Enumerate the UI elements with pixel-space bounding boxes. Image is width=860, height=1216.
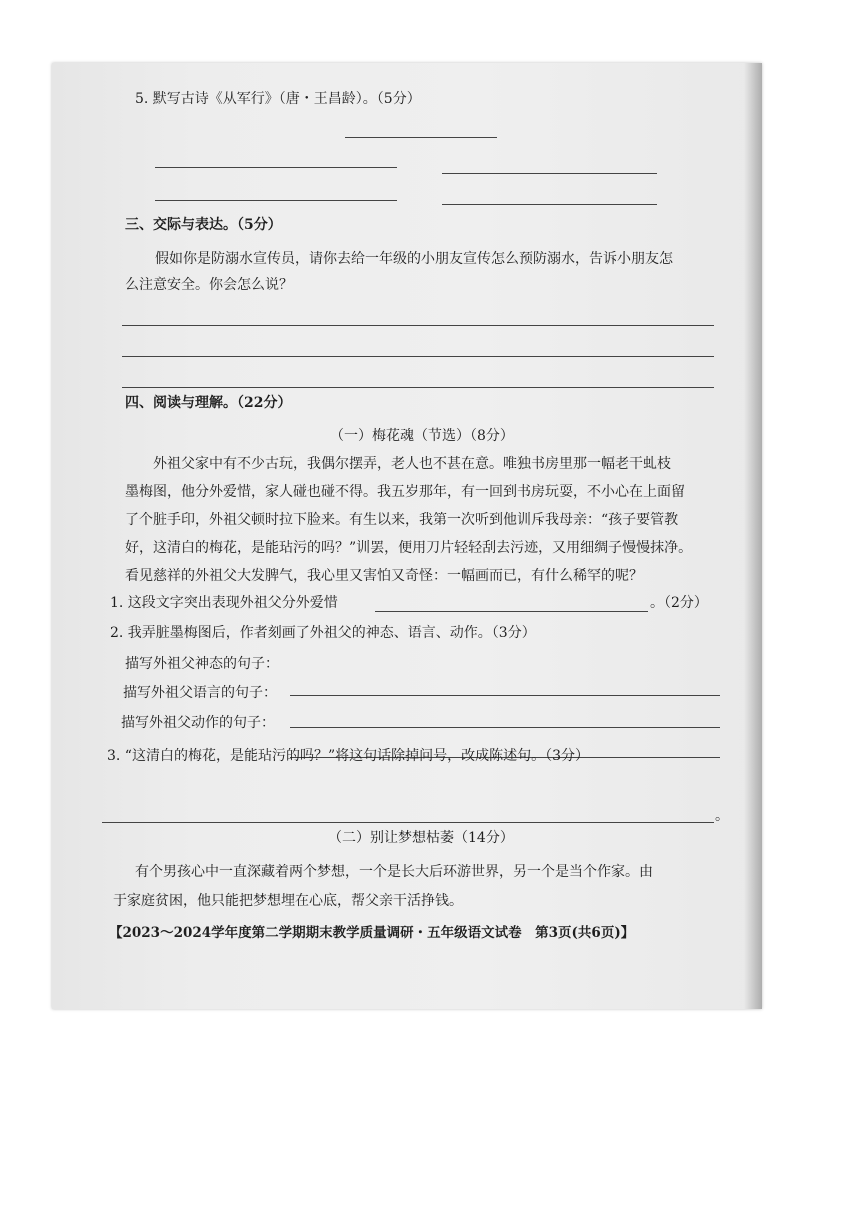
q2-answer-line bbox=[290, 695, 720, 696]
q5-answer-line bbox=[155, 200, 397, 201]
section3-answer-line bbox=[122, 387, 714, 388]
q1-text: 1. 这段文字突出表现外祖父分外爱惜 bbox=[110, 595, 338, 611]
section3-answer-line bbox=[122, 356, 714, 357]
exam-page bbox=[52, 63, 762, 1009]
passage1-line: 了个脏手印，外祖父顿时拉下脸来。有生以来，我第一次听到他训斥我母亲：“孩子要管教 bbox=[125, 512, 679, 528]
passage1-line: 看见慈祥的外祖父大发脾气，我心里又害怕又奇怪：一幅画而已，有什么稀罕的呢？ bbox=[125, 568, 643, 584]
q1-score: 。（2分） bbox=[650, 595, 708, 611]
q2-label-speech: 描写外祖父语言的句子： bbox=[123, 685, 277, 701]
passage2-line: 有个男孩心中一直深藏着两个梦想，一个是长大后环游世界，另一个是当个作家。由 bbox=[135, 864, 653, 880]
passage2-line: 于家庭贫困，他只能把梦想埋在心底，帮父亲干活挣钱。 bbox=[113, 893, 463, 909]
q5-answer-line bbox=[155, 167, 397, 168]
passage1-line: 好，这清白的梅花，是能玷污的吗？”训罢，便用刀片轻轻刮去污迹，又用细绸子慢慢抹净。 bbox=[125, 540, 693, 556]
section3-heading: 三、交际与表达。（5分） bbox=[125, 217, 282, 233]
page-footer: 【2023～2024学年度第二学期期末教学质量调研・五年级语文试卷 第3页(共6页)】 bbox=[109, 925, 635, 941]
q2-label-action: 描写外祖父动作的句子： bbox=[121, 715, 275, 731]
q1-answer-line bbox=[375, 611, 648, 612]
q5-answer-line bbox=[442, 204, 657, 205]
section3-answer-line bbox=[122, 325, 714, 326]
passage2-title: （二）别让梦想枯萎（14分） bbox=[328, 830, 514, 846]
q5-answer-line bbox=[345, 137, 497, 138]
section4-heading: 四、阅读与理解。（22分） bbox=[125, 395, 292, 411]
q3-end-mark: 。 bbox=[715, 808, 729, 824]
q2-answer-line bbox=[290, 727, 720, 728]
section3-prompt: 假如你是防溺水宣传员，请你去给一年级的小朋友宣传怎么预防溺水，告诉小朋友怎 bbox=[155, 251, 673, 267]
q5-answer-line bbox=[442, 173, 657, 174]
page-shadow-edge bbox=[744, 63, 762, 1009]
q2-label-expression: 描写外祖父神态的句子： bbox=[125, 656, 279, 672]
passage1-line: 外祖父家中有不少古玩，我偶尔摆弄，老人也不甚在意。唯独书房里那一幅老干虬枝 bbox=[153, 456, 671, 472]
q2-text: 2. 我弄脏墨梅图后，作者刻画了外祖父的神态、语言、动作。（3分） bbox=[110, 625, 536, 641]
passage1-line: 墨梅图，他分外爱惜，家人碰也碰不得。我五岁那年，有一回到书房玩耍，不小心在上面留 bbox=[125, 484, 685, 500]
section3-prompt: 么注意安全。你会怎么说？ bbox=[125, 277, 293, 293]
q3-answer-line bbox=[102, 822, 714, 823]
q3-text: 3. “这清白的梅花，是能玷污的吗？”将这句话除掉问号，改成陈述句。（3分） bbox=[107, 748, 590, 764]
q5-title: 5. 默写古诗《从军行》（唐・王昌龄）。（5分） bbox=[135, 91, 421, 107]
passage1-title: （一）梅花魂（节选）（8分） bbox=[330, 428, 514, 444]
